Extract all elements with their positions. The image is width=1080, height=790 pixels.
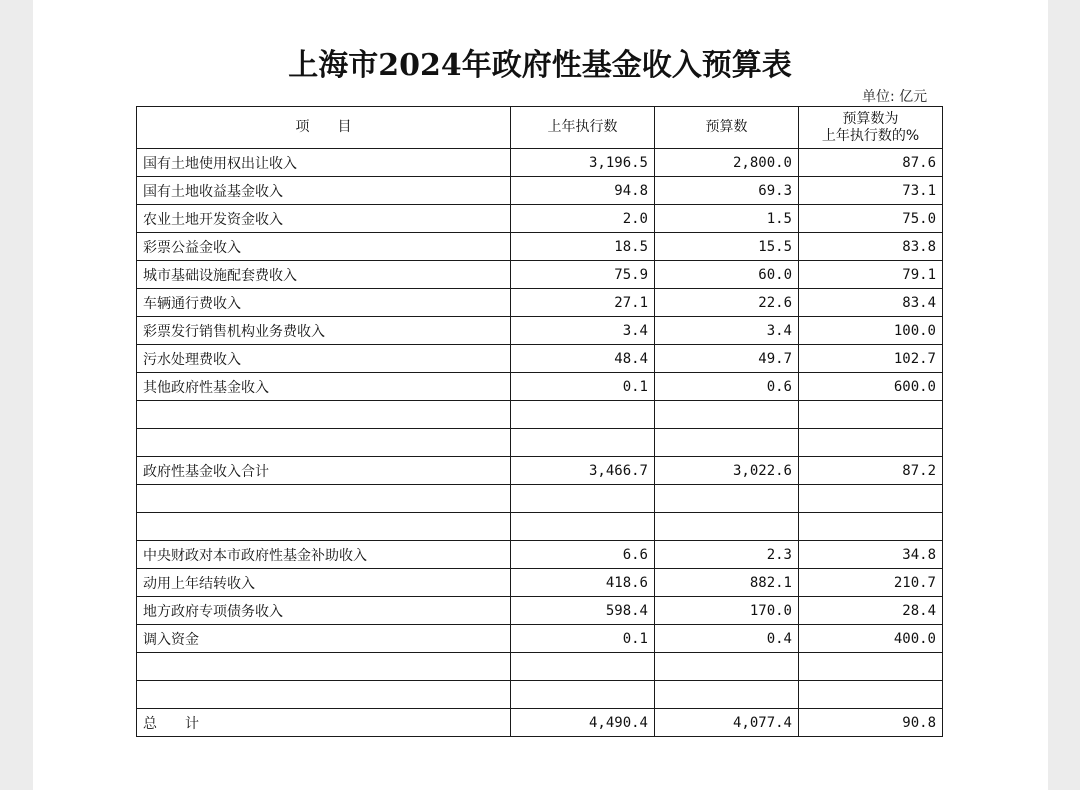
row-budget-cell: 69.3 (655, 177, 799, 205)
table-row (137, 317, 943, 345)
row-budget-cell: 0.6 (655, 373, 799, 401)
row-name-cell (137, 485, 511, 513)
row-ratio-cell (799, 653, 943, 681)
header-ratio (799, 107, 943, 149)
header-item: 项 目 (137, 107, 511, 149)
row-last-year-cell: 27.1 (511, 289, 655, 317)
table-row (137, 681, 943, 709)
row-ratio-cell: 210.7 (799, 569, 943, 597)
row-budget-cell: 22.6 (655, 289, 799, 317)
row-ratio-cell: 600.0 (799, 373, 943, 401)
row-budget-cell (655, 429, 799, 457)
row-name-cell: 污水处理费收入 (137, 345, 511, 373)
row-last-year-cell: 3.4 (511, 317, 655, 345)
row-budget-cell: 60.0 (655, 261, 799, 289)
row-budget-cell (655, 485, 799, 513)
row-last-year-cell (511, 513, 655, 541)
row-name-cell: 国有土地收益基金收入 (137, 177, 511, 205)
header-ratio-line2: 上年执行数的% (821, 127, 920, 144)
row-last-year-cell: 3,196.5 (511, 149, 655, 177)
row-name-cell (137, 681, 511, 709)
row-ratio-cell (799, 513, 943, 541)
row-budget-cell: 49.7 (655, 345, 799, 373)
row-last-year-cell: 0.1 (511, 373, 655, 401)
row-name-cell: 城市基础设施配套费收入 (137, 261, 511, 289)
table-row (137, 541, 943, 569)
row-budget-cell: 15.5 (655, 233, 799, 261)
row-ratio-cell (799, 681, 943, 709)
row-name-cell (137, 513, 511, 541)
table-header-row (137, 107, 943, 149)
row-last-year-cell: 0.1 (511, 625, 655, 653)
row-last-year-cell: 598.4 (511, 597, 655, 625)
row-ratio-cell: 75.0 (799, 205, 943, 233)
header-budget: 预算数 (655, 107, 799, 149)
header-last-year: 上年执行数 (511, 107, 655, 149)
row-ratio-cell: 102.7 (799, 345, 943, 373)
row-ratio-cell: 83.8 (799, 233, 943, 261)
row-last-year-cell: 4,490.4 (511, 709, 655, 737)
row-last-year-cell (511, 653, 655, 681)
row-ratio-cell (799, 485, 943, 513)
row-name-cell (137, 401, 511, 429)
row-name-cell: 国有土地使用权出让收入 (137, 149, 511, 177)
row-name-cell: 动用上年结转收入 (137, 569, 511, 597)
row-ratio-cell: 28.4 (799, 597, 943, 625)
row-budget-cell (655, 653, 799, 681)
row-name-cell: 其他政府性基金收入 (137, 373, 511, 401)
table-row (137, 709, 943, 737)
row-last-year-cell: 418.6 (511, 569, 655, 597)
row-budget-cell: 3.4 (655, 317, 799, 345)
row-budget-cell: 2,800.0 (655, 149, 799, 177)
table-body (137, 149, 943, 737)
row-ratio-cell: 87.6 (799, 149, 943, 177)
row-budget-cell: 170.0 (655, 597, 799, 625)
unit-label: 单位: 亿元 (862, 89, 928, 105)
document-title: 上海市2024年政府性基金收入预算表 (288, 48, 792, 83)
row-name-cell: 中央财政对本市政府性基金补助收入 (137, 541, 511, 569)
row-budget-cell: 2.3 (655, 541, 799, 569)
budget-table (136, 106, 943, 737)
row-name-cell (137, 429, 511, 457)
row-last-year-cell: 2.0 (511, 205, 655, 233)
row-budget-cell (655, 401, 799, 429)
row-last-year-cell (511, 681, 655, 709)
row-budget-cell: 1.5 (655, 205, 799, 233)
row-last-year-cell (511, 429, 655, 457)
row-name-cell: 总 计 (137, 709, 511, 737)
row-ratio-cell: 34.8 (799, 541, 943, 569)
row-last-year-cell: 3,466.7 (511, 457, 655, 485)
row-name-cell: 政府性基金收入合计 (137, 457, 511, 485)
row-budget-cell: 3,022.6 (655, 457, 799, 485)
row-last-year-cell: 18.5 (511, 233, 655, 261)
row-ratio-cell: 73.1 (799, 177, 943, 205)
table-row (137, 149, 943, 177)
table-row (137, 625, 943, 653)
row-last-year-cell: 48.4 (511, 345, 655, 373)
table-row (137, 569, 943, 597)
row-last-year-cell (511, 485, 655, 513)
row-last-year-cell: 6.6 (511, 541, 655, 569)
table-row (137, 289, 943, 317)
table-row (137, 373, 943, 401)
row-budget-cell (655, 513, 799, 541)
row-budget-cell: 0.4 (655, 625, 799, 653)
row-name-cell: 彩票发行销售机构业务费收入 (137, 317, 511, 345)
table-row (137, 485, 943, 513)
row-name-cell: 地方政府专项债务收入 (137, 597, 511, 625)
row-name-cell: 彩票公益金收入 (137, 233, 511, 261)
row-ratio-cell: 90.8 (799, 709, 943, 737)
row-name-cell: 调入资金 (137, 625, 511, 653)
row-budget-cell: 882.1 (655, 569, 799, 597)
row-name-cell: 农业土地开发资金收入 (137, 205, 511, 233)
table-row (137, 401, 943, 429)
row-ratio-cell: 83.4 (799, 289, 943, 317)
table-row (137, 597, 943, 625)
table-row (137, 177, 943, 205)
row-budget-cell (655, 681, 799, 709)
table-row (137, 345, 943, 373)
table-row (137, 205, 943, 233)
row-last-year-cell (511, 401, 655, 429)
row-ratio-cell (799, 401, 943, 429)
row-last-year-cell: 94.8 (511, 177, 655, 205)
row-ratio-cell: 100.0 (799, 317, 943, 345)
row-name-cell (137, 653, 511, 681)
row-budget-cell: 4,077.4 (655, 709, 799, 737)
table-row (137, 429, 943, 457)
table-row (137, 233, 943, 261)
table-row (137, 513, 943, 541)
header-ratio-line1: 预算数为 (842, 110, 899, 127)
row-ratio-cell: 400.0 (799, 625, 943, 653)
table-row (137, 653, 943, 681)
row-ratio-cell: 87.2 (799, 457, 943, 485)
row-last-year-cell: 75.9 (511, 261, 655, 289)
row-ratio-cell: 79.1 (799, 261, 943, 289)
row-name-cell: 车辆通行费收入 (137, 289, 511, 317)
table-row (137, 457, 943, 485)
table-row (137, 261, 943, 289)
row-ratio-cell (799, 429, 943, 457)
